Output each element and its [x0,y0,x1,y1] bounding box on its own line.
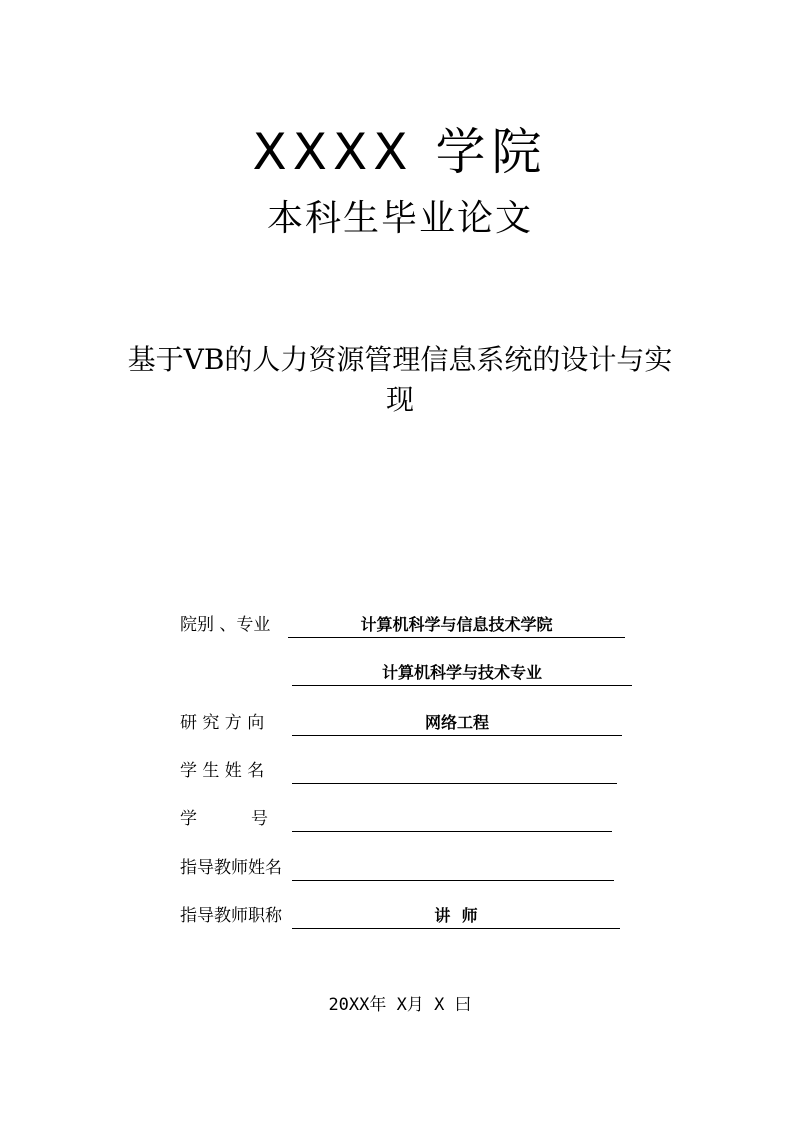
major-field: 计算机科学与技术专业 [292,660,632,686]
direction-row [180,710,630,736]
advisor-title-field: 讲 师 [292,903,620,929]
advisor-name-row [180,855,630,881]
thesis-title [95,340,705,420]
direction-label: 研 究 方 向 [180,713,265,733]
advisor-name-label: 指导教师姓名 [180,858,282,878]
advisor-name-field [292,855,614,881]
student-name-label: 学 生 姓 名 [180,761,265,781]
department-label: 院别 、专业 [180,615,271,635]
student-id-row [180,806,630,832]
thesis-title-line-1: 基于VB的人力资源管理信息系统的设计与实 [127,343,673,376]
degree-type: 本科生毕业论文 [266,198,533,239]
student-name-field [292,758,617,784]
direction-field: 网络工程 [292,710,622,736]
school-name: XXXX 学院 [252,123,548,181]
student-name-row [180,758,630,784]
department-field: 计算机科学与信息技术学院 [288,612,625,638]
advisor-title-label: 指导教师职称 [180,906,282,926]
student-id-field [292,806,612,832]
major-row [180,660,640,686]
student-id-label: 学 号 [180,809,269,829]
submission-date: 20XX年 X月 X 曰 [328,995,472,1015]
department-row [180,612,630,638]
advisor-title-row [180,903,630,929]
thesis-title-line-2: 现 [385,383,414,416]
